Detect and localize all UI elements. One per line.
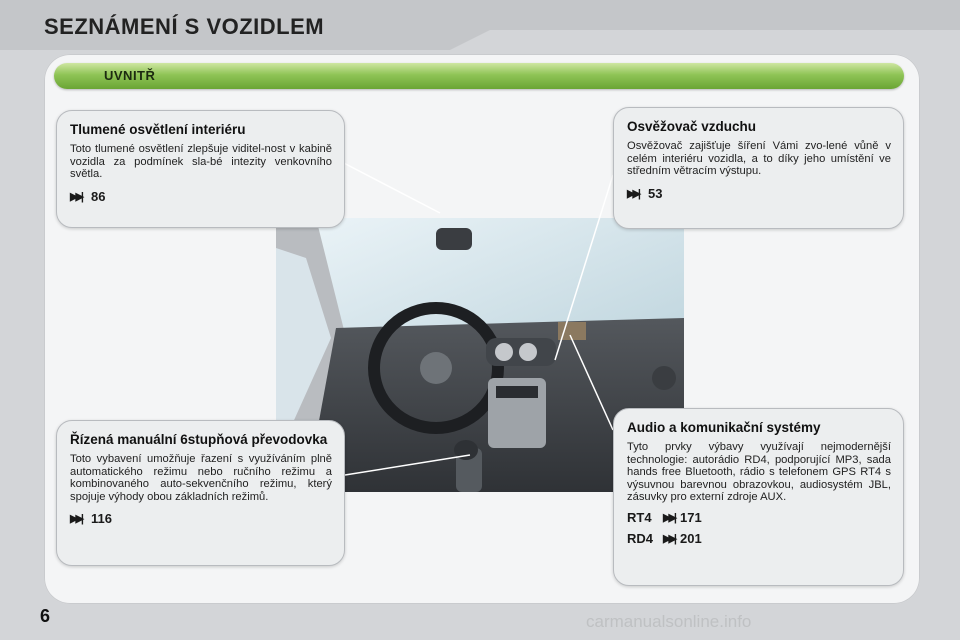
page-reference-rt4[interactable] [627, 510, 891, 525]
section-bar [54, 63, 904, 89]
reference-label: RD4 [627, 530, 654, 546]
page-number: 6 [40, 606, 51, 626]
reference-page: 86 [91, 188, 106, 204]
card-air-freshener [613, 107, 904, 229]
watermark: carmanualsonline.info [586, 612, 752, 631]
fast-forward-icon: ▶▶| [70, 190, 81, 203]
page-reference[interactable] [70, 189, 332, 204]
card-title: Osvěžovač vzduchu [627, 119, 757, 134]
card-body: Tyto prvky výbavy využívají nejmodernější technologie: autorádio RD4, podporující MP3, sada hands free Bluetooth, rádio s telefonem GPS RT4 s výsuvnou barevnou obrazovkou, audiosystém JBL, zásuvky pro externí zdroje AUX. [627, 441, 891, 503]
reference-page: 116 [91, 511, 112, 526]
card-title: Audio a komunikační systémy [627, 420, 821, 435]
card-body: Toto tlumené osvětlení zlepšuje viditel-nost v kabině vozidla za podmínek sla-bé intezity venkovního světla. [70, 143, 332, 180]
reference-page: 171 [680, 509, 702, 525]
card-title: Řízená manuální 6stupňová převodovka [70, 432, 328, 447]
card-interior-lighting [56, 110, 345, 228]
card-title: Tlumené osvětlení interiéru [70, 122, 246, 137]
card-audio-communication [613, 408, 904, 586]
section-label: UVNITŘ [104, 68, 156, 83]
page-reference[interactable] [627, 186, 891, 201]
reference-page: 53 [648, 185, 663, 201]
page-title: SEZNÁMENÍ S VOZIDLEM [44, 14, 325, 39]
fast-forward-icon: ▶▶| [663, 532, 674, 545]
fast-forward-icon: ▶▶| [627, 187, 638, 200]
card-gearbox [56, 420, 345, 566]
fast-forward-icon: ▶▶| [70, 513, 81, 525]
reference-label: RT4 [627, 509, 652, 525]
page-reference[interactable] [70, 511, 332, 526]
fast-forward-icon: ▶▶| [663, 511, 674, 524]
page-reference-rd4[interactable] [627, 531, 891, 546]
reference-page: 201 [680, 530, 702, 546]
card-body: Osvěžovač zajišťuje šíření Vámi zvo-lené vůně v celém interiéru vozidla, a to díky jeho umístění ve středním větracím výstupu. [627, 140, 891, 177]
card-body: Toto vybavení umožňuje řazení s využíváním plně automatického režimu nebo ručního režimu a kombinovaného auto-sekvenčního režimu, který spojuje výhody obou základních režimů. [70, 453, 332, 503]
